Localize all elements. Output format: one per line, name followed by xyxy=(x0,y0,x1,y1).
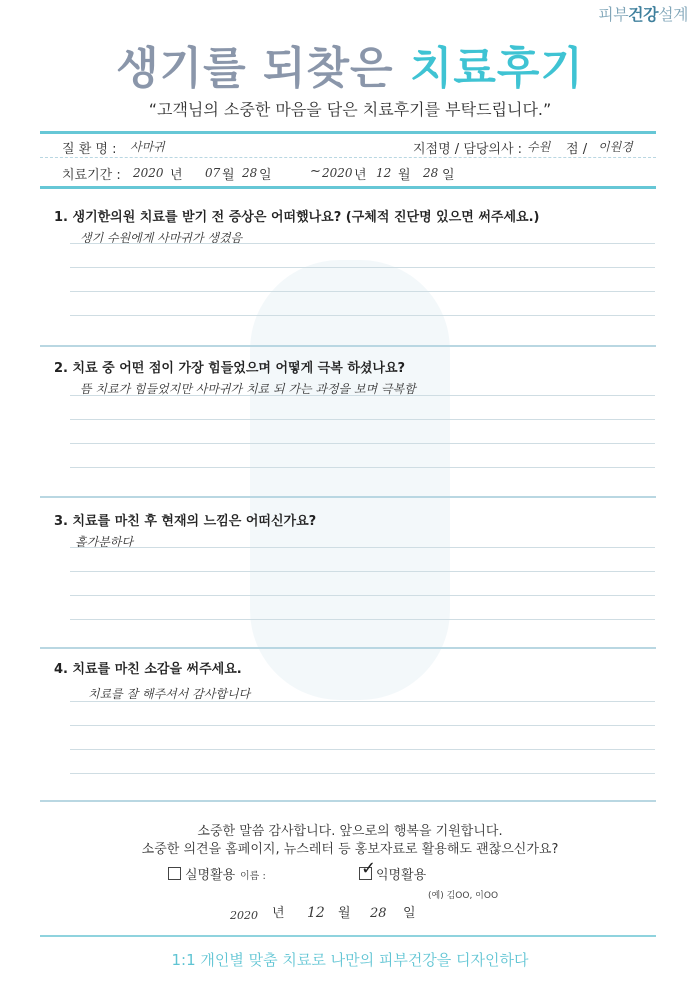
brand-suffix: 설계 xyxy=(658,5,688,24)
answer-line xyxy=(70,291,655,292)
footer-slogan: 1:1 개인별 맞춤 치료로 나만의 피부건강을 디자인하다 xyxy=(171,951,529,969)
page-title xyxy=(0,32,700,96)
section-divider xyxy=(40,496,656,498)
page-subtitle: “고객님의 소중한 마음을 담은 치료후기를 부탁드립니다.” xyxy=(148,100,552,119)
disease-value[interactable]: 사마귀 xyxy=(130,140,165,154)
answer-3[interactable]: 홀가분하다 xyxy=(75,535,133,549)
answer-line xyxy=(70,749,655,750)
name-label: 이름 : xyxy=(240,871,266,882)
form-top-rule xyxy=(40,131,656,134)
background-watermark xyxy=(250,260,450,700)
form-mid-rule xyxy=(40,157,656,158)
answer-line xyxy=(70,443,655,444)
question-3: 3. 치료를 마친 후 현재의 느낌은 어떠신가요? xyxy=(54,514,317,529)
section-divider xyxy=(40,800,656,802)
answer-line xyxy=(70,467,655,468)
checkmark-icon: ✓ xyxy=(361,858,377,879)
start-month-unit: 월 xyxy=(222,168,235,183)
answer-2[interactable]: 뜸 치료가 힘들었지만 사마귀가 치료 되 가는 과정을 보며 극복함 xyxy=(80,382,416,396)
end-month[interactable]: 12 xyxy=(376,166,392,180)
answer-line xyxy=(70,243,655,244)
answer-1[interactable]: 생기 수원에게 사마귀가 생겼음 xyxy=(80,231,243,245)
answer-line xyxy=(70,315,655,316)
period-label: 치료기간 : xyxy=(62,168,121,183)
start-year-unit: 년 xyxy=(170,168,183,183)
anonymous-label: 익명활용 xyxy=(376,868,427,883)
branch-label: 지점명 / 담당의사 : xyxy=(413,142,523,157)
closing-consent-question: 소중한 의견을 홈페이지, 뉴스레터 등 홍보자료로 활용해도 괜찮으신가요? xyxy=(141,842,559,857)
section-divider xyxy=(40,647,656,649)
end-day[interactable]: 28 xyxy=(423,166,439,180)
date-year-unit: 년 xyxy=(272,906,285,921)
name-example: (예) 김OO, 이OO xyxy=(428,891,499,901)
answer-line xyxy=(70,571,655,572)
answer-line xyxy=(70,725,655,726)
date-year[interactable]: 2020 xyxy=(230,909,258,922)
title-accent: 치료후기 xyxy=(409,43,584,94)
title-main: 생기를 되찾은 xyxy=(116,43,410,94)
answer-line xyxy=(70,419,655,420)
branch-value[interactable]: 수원 xyxy=(527,140,551,154)
realname-checkbox[interactable] xyxy=(168,867,181,880)
date-day[interactable]: 28 xyxy=(370,906,387,921)
period-tilde: ~ xyxy=(310,164,321,179)
date-day-unit: 일 xyxy=(403,906,416,921)
doctor-value[interactable]: 이원경 xyxy=(598,140,633,154)
answer-4[interactable]: 치료를 잘 해주셔서 감사합니다 xyxy=(88,687,251,701)
brand-prefix: 피부 xyxy=(598,5,629,24)
question-2: 2. 치료 중 어떤 점이 가장 힘들었으며 어떻게 극복 하셨나요? xyxy=(54,361,406,376)
question-1: 1. 생기한의원 치료를 받기 전 증상은 어떠했나요? (구체적 진단명 있으면 써주세요.) xyxy=(54,210,540,225)
realname-option[interactable] xyxy=(168,864,235,883)
date-month-unit: 월 xyxy=(338,906,351,921)
section-divider xyxy=(40,345,656,347)
disease-label: 질 환 명 : xyxy=(62,142,117,157)
form-bottom-rule xyxy=(40,186,656,189)
end-month-unit: 월 xyxy=(398,168,411,183)
end-year[interactable]: 2020 xyxy=(322,166,353,180)
branch-suffix: 점 / xyxy=(566,142,588,157)
realname-label: 실명활용 xyxy=(185,868,236,883)
date-month[interactable]: 12 xyxy=(307,905,325,921)
answer-line xyxy=(70,619,655,620)
anonymous-option[interactable] xyxy=(359,858,427,883)
end-day-unit: 일 xyxy=(442,168,455,183)
start-day-unit: 일 xyxy=(259,168,272,183)
anonymous-checkbox[interactable] xyxy=(359,858,377,880)
start-day[interactable]: 28 xyxy=(242,166,258,180)
answer-line xyxy=(70,547,655,548)
brand-logo xyxy=(598,2,688,25)
question-4: 4. 치료를 마친 소감을 써주세요. xyxy=(54,662,242,677)
end-year-unit: 년 xyxy=(354,168,367,183)
brand-highlight: 건강 xyxy=(628,5,659,24)
footer-rule xyxy=(40,935,656,937)
answer-line xyxy=(70,701,655,702)
answer-line xyxy=(70,773,655,774)
answer-line xyxy=(70,395,655,396)
start-month[interactable]: 07 xyxy=(205,166,221,180)
closing-thanks: 소중한 말씀 감사합니다. 앞으로의 행복을 기원합니다. xyxy=(197,824,503,839)
answer-line xyxy=(70,267,655,268)
answer-line xyxy=(70,595,655,596)
start-year[interactable]: 2020 xyxy=(133,166,164,180)
